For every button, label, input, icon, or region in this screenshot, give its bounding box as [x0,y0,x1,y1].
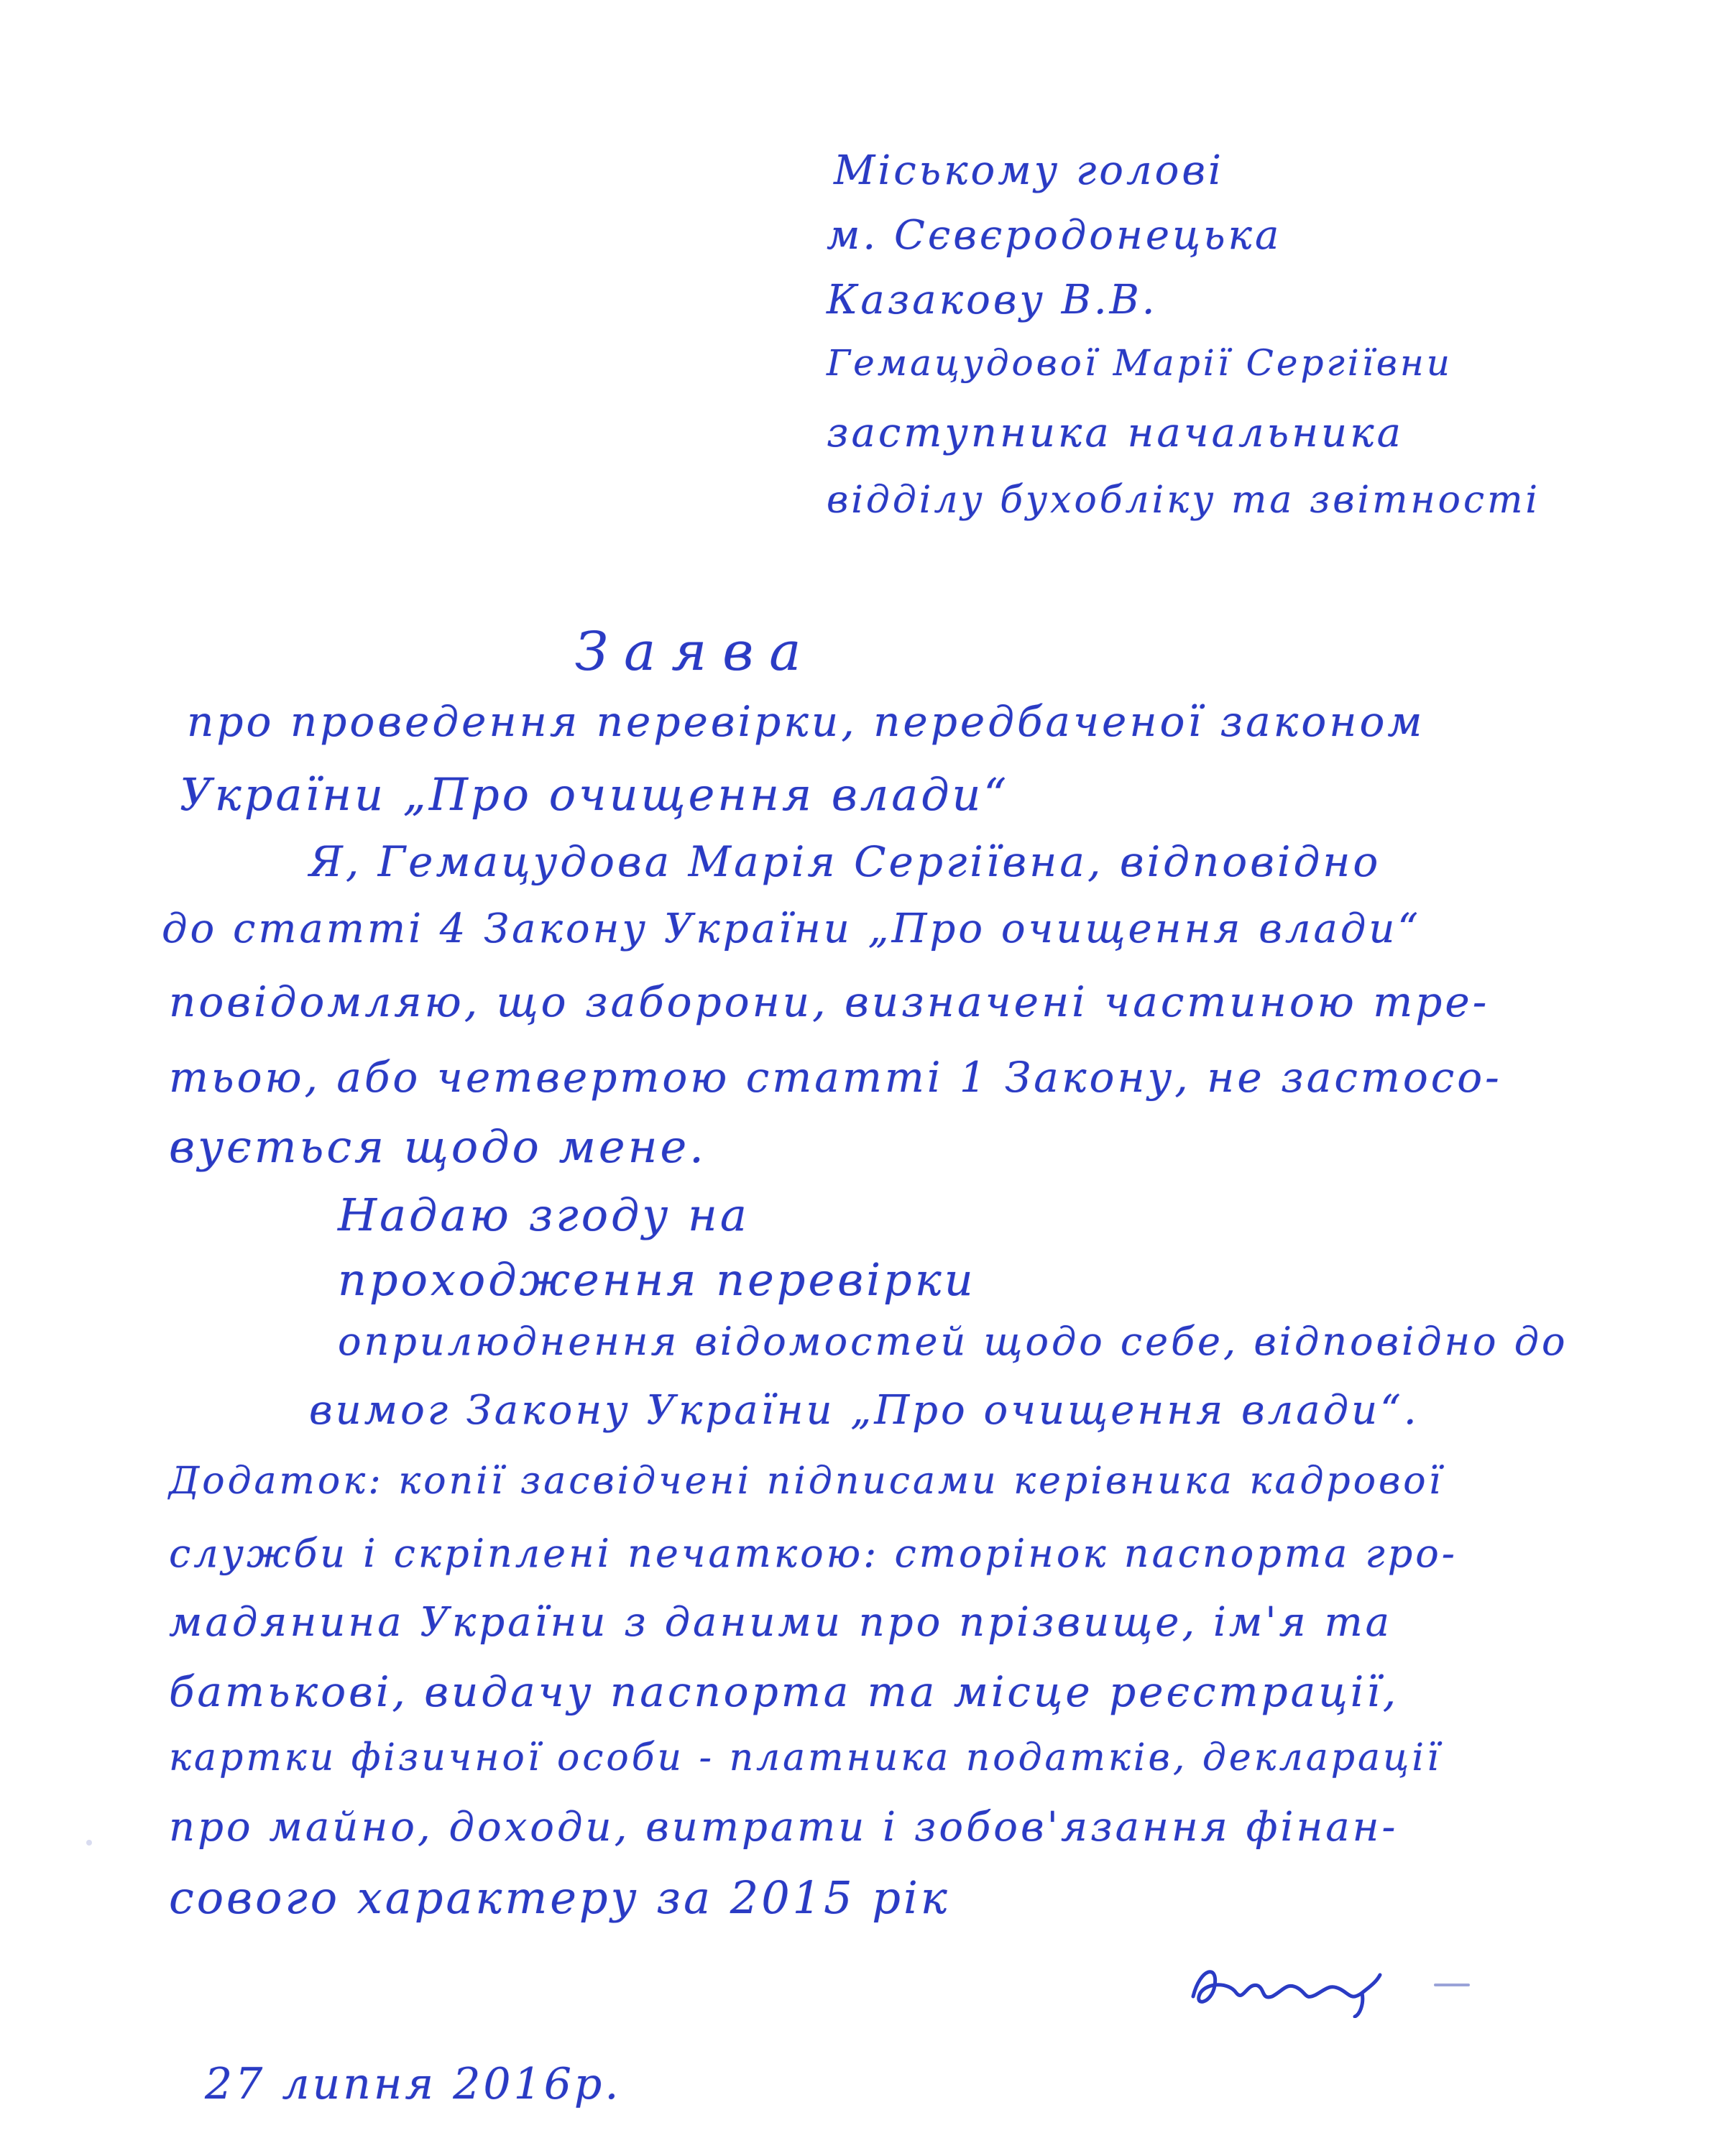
recipient-line: м. Сєвєродонецька [827,212,1282,259]
body-line: оприлюднення відомостей щодо себе, відповідно до [338,1319,1568,1364]
attachment-line: сового характеру за 2015 рік [169,1871,950,1924]
date-line: 27 липня 2016р. [205,2059,622,2109]
recipient-line: заступника начальника [827,410,1404,456]
attachment-line: служби і скріплені печаткою: сторінок паспорта гро- [169,1531,1458,1576]
body-line: Я, Гемацудова Марія Сергіївна, відповідно [309,837,1381,886]
body-line: вимог Закону України „Про очищення влади“. [309,1387,1420,1434]
body-line: до статті 4 Закону України „Про очищення влади“ [162,906,1422,952]
handwritten-signature [1179,1953,1394,2018]
recipient-line: Міському голові [834,147,1224,194]
attachment-line: картки фізичної особи - платника податків, декларації [169,1736,1442,1779]
attachment-line: мадянина України з даними про прізвище, ім'я та [169,1599,1393,1646]
subject-line: про проведення перевірки, передбаченої законом [187,697,1425,746]
signature-dash [1434,1984,1470,1986]
recipient-line: Гемацудової Марії Сергіївни [827,342,1453,384]
document-title: Заява [575,621,817,683]
subject-line: України „Про очищення влади“ [180,768,1010,821]
body-line: тьою, або четвертою статті 1 Закону, не застосо- [169,1053,1502,1102]
attachment-line: про майно, доходи, витрати і зобов'язання фінан- [169,1804,1399,1851]
attachment-line: Додаток: копії засвідчені підписами керівника кадрової [169,1460,1444,1503]
attachment-line: батькові, видачу паспорта та місце реєстрації, [169,1667,1399,1716]
body-line: Надаю згоду на [338,1189,750,1241]
body-line: проходження перевірки [338,1253,976,1306]
recipient-line: Казакову В.В. [827,277,1158,323]
body-line: повідомляю, що заборони, визначені частиною тре- [169,977,1490,1026]
scan-speck [86,1840,92,1846]
recipient-line: відділу бухобліку та звітності [827,479,1541,522]
body-line: вується щодо мене. [169,1120,707,1173]
